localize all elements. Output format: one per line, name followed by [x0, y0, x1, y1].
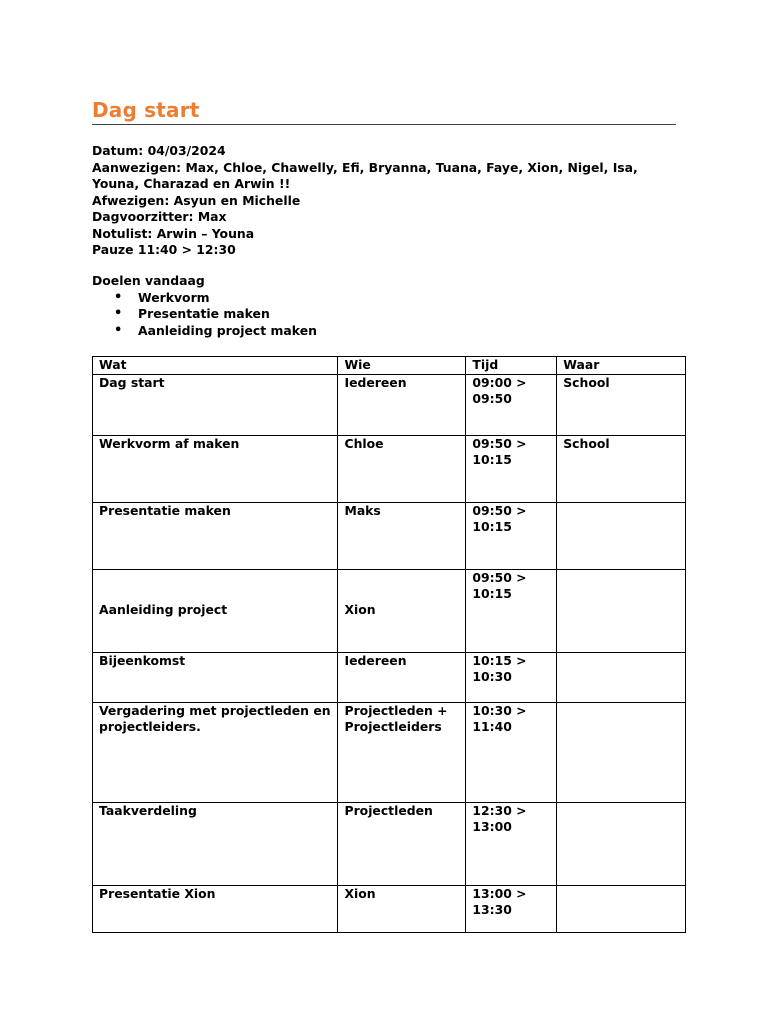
cell-waar: School [557, 374, 686, 435]
bullet-icon: • [114, 322, 123, 338]
cell-wie: Chloe [338, 435, 466, 502]
list-item [92, 323, 317, 340]
header-wat: Wat [93, 357, 338, 375]
minute-taker: Notulist: Arwin – Youna [92, 225, 255, 241]
goals-list [92, 290, 317, 340]
cell-waar [557, 802, 686, 885]
meeting-date: Datum: 04/03/2024 [92, 143, 226, 158]
title-divider [92, 124, 676, 125]
cell-waar [557, 885, 686, 932]
list-item [92, 306, 317, 323]
cell-wie: Xion [338, 569, 466, 652]
cell-wie: Xion [338, 885, 466, 932]
absentees: Afwezigen: Asyun en Michelle [92, 192, 301, 208]
break-time: Pauze 11:40 > 12:30 [92, 242, 236, 257]
cell-waar: School [557, 435, 686, 502]
table-row [93, 802, 686, 885]
cell-wat: Bijeenkomst [93, 652, 338, 702]
cell-waar [557, 502, 686, 569]
cell-wat: Presentatie Xion [93, 885, 338, 932]
cell-tijd: 09:50 > 10:15 [466, 435, 557, 502]
cell-wat: Taakverdeling [93, 802, 338, 885]
table-row [93, 435, 686, 502]
cell-waar [557, 569, 686, 652]
cell-tijd: 09:50 > 10:15 [466, 569, 557, 652]
table-row [93, 374, 686, 435]
header-waar: Waar [557, 357, 686, 375]
cell-tijd: 09:00 > 09:50 [466, 374, 557, 435]
bullet-icon: • [114, 306, 123, 321]
header-tijd: Tijd [466, 357, 557, 375]
meeting-info [92, 143, 682, 259]
goals-section [92, 273, 317, 339]
cell-wie: Maks [338, 502, 466, 569]
cell-tijd: 09:50 > 10:15 [466, 502, 557, 569]
table-row [93, 569, 686, 652]
header-wie: Wie [338, 357, 466, 375]
table-row [93, 652, 686, 702]
cell-tijd: 13:00 > 13:30 [466, 885, 557, 932]
goal-text: Presentatie maken [138, 306, 270, 321]
cell-wat: Dag start [93, 374, 338, 435]
schedule-table [92, 356, 686, 933]
attendees: Aanwezigen: Max, Chloe, Chawelly, Efi, Bryanna, Tuana, Faye, Xion, Nigel, Isa, Youna, Charazad en Arwin !! [92, 159, 638, 191]
goals-heading: Doelen vandaag [92, 273, 205, 288]
table-header-row [93, 357, 686, 375]
cell-tijd: 10:30 > 11:40 [466, 702, 557, 802]
goal-text: Werkvorm [138, 289, 210, 305]
cell-wie: Iedereen [338, 374, 466, 435]
cell-wie: Projectleden [338, 802, 466, 885]
goal-text: Aanleiding project maken [138, 322, 317, 338]
table-row [93, 885, 686, 932]
cell-waar [557, 702, 686, 802]
cell-wie: Projectleden + Projectleiders [338, 702, 466, 802]
table-row [93, 702, 686, 802]
list-item [92, 290, 317, 307]
cell-wat: Aanleiding project [93, 569, 338, 652]
cell-wat: Vergadering met projectleden en projectleiders. [93, 702, 338, 802]
cell-tijd: 12:30 > 13:00 [466, 802, 557, 885]
cell-wat: Presentatie maken [93, 502, 338, 569]
cell-wat: Werkvorm af maken [93, 435, 338, 502]
cell-wie: Iedereen [338, 652, 466, 702]
table-row [93, 502, 686, 569]
cell-waar [557, 652, 686, 702]
page-title: Dag start [92, 98, 200, 122]
chairperson: Dagvoorzitter: Max [92, 209, 227, 224]
bullet-icon: • [114, 289, 123, 305]
cell-tijd: 10:15 > 10:30 [466, 652, 557, 702]
